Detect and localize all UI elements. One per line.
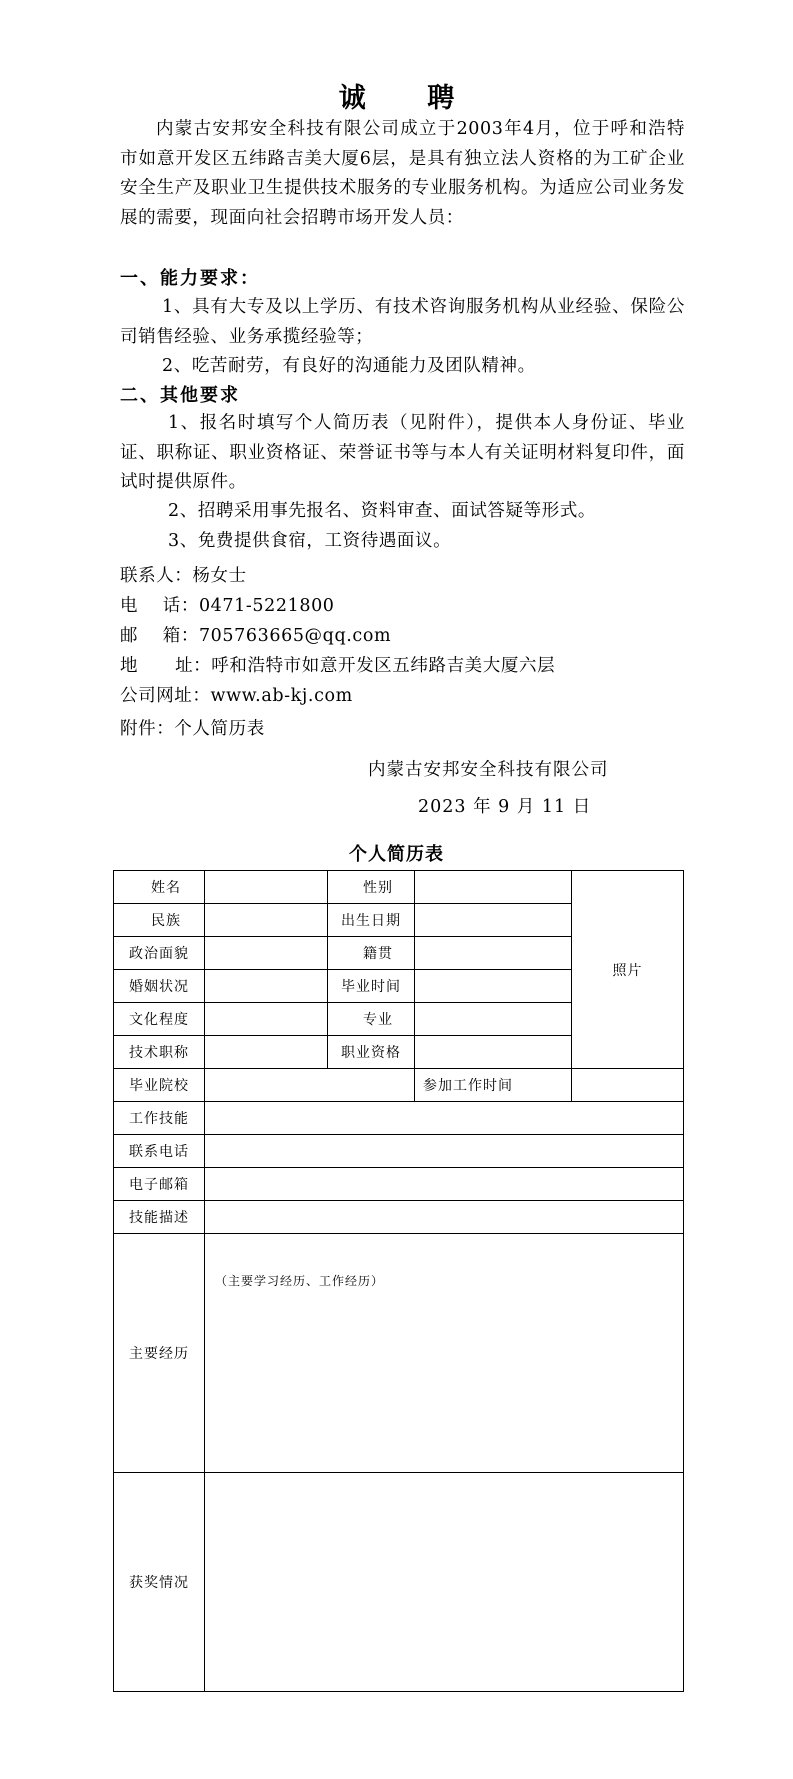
contact-email-line	[120, 622, 391, 647]
intro-paragraph: 内蒙古安邦安全科技有限公司成立于2003年4月，位于呼和浩特市如意开发区五纬路吉美大厦6层，是具有独立法人资格的为工矿企业安全生产及职业卫生提供技术服务的专业服务机构。为适应公司业务发展的需要，现面向社会招聘市场开发人员：	[120, 119, 685, 228]
qualification-field[interactable]	[415, 1036, 572, 1069]
skills-field[interactable]	[205, 1102, 684, 1135]
marital-field[interactable]	[205, 970, 328, 1003]
address-label: 地 址：	[120, 656, 212, 676]
political-label: 政治面貌	[114, 937, 205, 970]
birth-field[interactable]	[415, 904, 572, 937]
awards-label: 获奖情况	[114, 1473, 205, 1692]
table-row	[114, 1102, 684, 1135]
major-label: 专业	[328, 1003, 415, 1036]
phone-label: 电 话：	[120, 596, 199, 616]
other-item-3: 3、免费提供食宿，工资待遇面议。	[168, 531, 452, 551]
tech-title-field[interactable]	[205, 1036, 328, 1069]
other-item-1: 1、报名时填写个人简历表（见附件），提供本人身份证、毕业证、职称证、职业资格证、荣誉证书等与本人有关证明材料复印件，面试时提供原件。	[120, 413, 685, 492]
awards-field[interactable]	[205, 1473, 684, 1692]
contact-phone-line	[120, 592, 335, 617]
section-heading-other: 二、其他要求	[120, 385, 240, 406]
table-row	[114, 1201, 684, 1234]
website-label: 公司网址：	[120, 686, 211, 706]
contact-person: 联系人：杨女士	[120, 566, 247, 586]
education-label: 文化程度	[114, 1003, 205, 1036]
table-row	[114, 871, 684, 904]
email-value[interactable]: 705763665@qq.com	[198, 626, 392, 646]
gender-field[interactable]	[415, 871, 572, 904]
resume-title: 个人简历表	[349, 844, 444, 865]
native-label: 籍贯	[328, 937, 415, 970]
ethnicity-label: 民族	[114, 904, 205, 937]
contact-website-line	[120, 682, 353, 707]
email-row-label: 电子邮箱	[114, 1168, 205, 1201]
email-field[interactable]	[205, 1168, 684, 1201]
political-field[interactable]	[205, 937, 328, 970]
graduation-time-label: 毕业时间	[328, 970, 415, 1003]
tech-title-label: 技术职称	[114, 1036, 205, 1069]
skills-label: 工作技能	[114, 1102, 205, 1135]
marital-label: 婚姻状况	[114, 970, 205, 1003]
work-start-field[interactable]	[572, 1069, 684, 1102]
website-link[interactable]: www.ab-kj.com	[210, 686, 353, 706]
experience-label: 主要经历	[114, 1234, 205, 1473]
resume-table	[113, 870, 684, 1692]
skill-desc-field[interactable]	[205, 1201, 684, 1234]
experience-field[interactable]: （主要学习经历、工作经历）	[205, 1234, 684, 1473]
attachment-note: 附件：个人简历表	[120, 719, 265, 739]
other-item-2: 2、招聘采用事先报名、资料审查、面试答疑等形式。	[168, 501, 597, 521]
education-field[interactable]	[205, 1003, 328, 1036]
photo-box[interactable]: 照片	[572, 871, 684, 1069]
school-field[interactable]	[205, 1069, 415, 1102]
table-row	[114, 1135, 684, 1168]
gender-label: 性别	[328, 871, 415, 904]
school-label: 毕业院校	[114, 1069, 205, 1102]
contact-address-line	[120, 652, 555, 677]
qualification-label: 职业资格	[328, 1036, 415, 1069]
table-row	[114, 1234, 684, 1473]
signature-date: 2023 年 9 月 11 日	[418, 797, 592, 817]
table-row	[114, 1473, 684, 1692]
table-row	[114, 1168, 684, 1201]
native-field[interactable]	[415, 937, 572, 970]
signature-company: 内蒙古安邦安全科技有限公司	[368, 760, 609, 780]
ethnicity-field[interactable]	[205, 904, 328, 937]
phone-value: 0471-5221800	[198, 596, 335, 616]
skill-desc-label: 技能描述	[114, 1201, 205, 1234]
name-label: 姓名	[114, 871, 205, 904]
table-row	[114, 1069, 684, 1102]
page-title: 诚 聘	[338, 83, 481, 114]
ability-item-1: 1、具有大专及以上学历、有技术咨询服务机构从业经验、保险公司销售经验、业务承揽经验等；	[120, 297, 685, 347]
work-start-label: 参加工作时间	[415, 1069, 572, 1102]
email-label: 邮 箱：	[120, 626, 199, 646]
birth-label: 出生日期	[328, 904, 415, 937]
address-value: 呼和浩特市如意开发区五纬路吉美大厦六层	[211, 656, 556, 676]
phone-row-label: 联系电话	[114, 1135, 205, 1168]
name-field[interactable]	[205, 871, 328, 904]
graduation-time-field[interactable]	[415, 970, 572, 1003]
ability-item-2: 2、吃苦耐劳，有良好的沟通能力及团队精神。	[162, 356, 536, 376]
phone-field[interactable]	[205, 1135, 684, 1168]
section-heading-ability: 一、能力要求：	[120, 268, 260, 289]
major-field[interactable]	[415, 1003, 572, 1036]
